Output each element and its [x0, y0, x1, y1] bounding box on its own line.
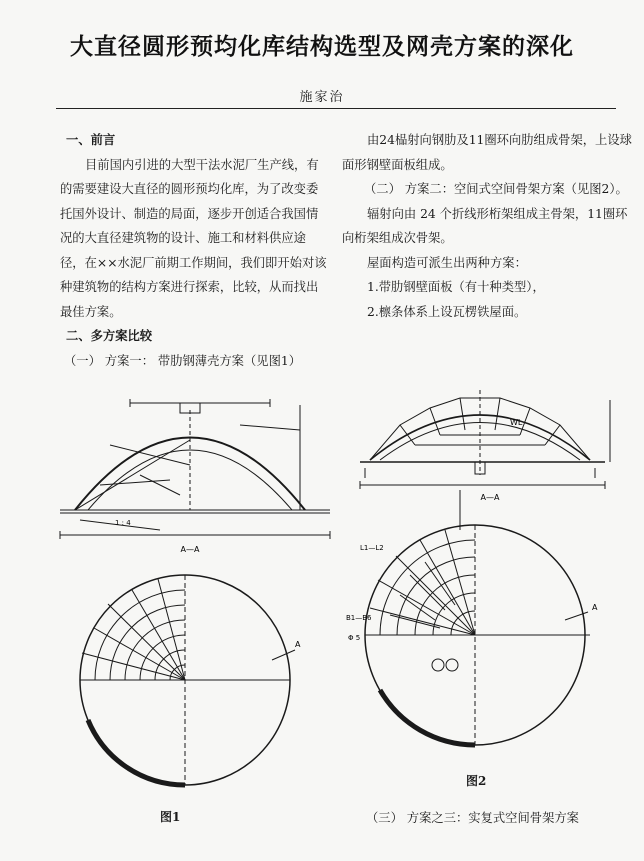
section-heading-intro: 一、前言 [66, 132, 116, 147]
fig1-section-label: A—A [180, 545, 200, 554]
scheme1-continued: 由24榀射向钢肋及11圈环向肋组成骨架，上设球面形钢壁面板组成。 [342, 133, 632, 172]
figure-2-caption: 图2 [466, 774, 487, 788]
fig1-axis-label: A [295, 640, 301, 649]
scheme2-roof-intro: 屋面构造可派生出两种方案： [367, 255, 527, 270]
scheme2-roof-option-1: 1.带肋钢壁面板（有十种类型）， [367, 280, 545, 294]
scheme2-roof-option-2: 2.檩条体系上设瓦楞铁屋面。 [367, 304, 527, 319]
scheme2-heading: （二） 方案二：空间式空间骨架方案（见图2）。 [364, 182, 628, 196]
fig2-annotation-plan: L1—L2 [360, 544, 384, 552]
title-rule [56, 108, 616, 109]
scheme2-paragraph: 辐射向由 24 个折线形桁架组成主骨架，11圈环向桁架组成次骨架。 [342, 206, 628, 245]
fig1-dim-label: 1 : 4 [115, 519, 131, 527]
fig2-dim-label: Φ 5 [348, 634, 361, 642]
figure-1-drawing [40, 385, 350, 805]
fig2-annotation-b: B1—B6 [346, 614, 372, 622]
right-column-text [342, 128, 632, 324]
fig2-axis-label: A [592, 603, 598, 612]
scheme1-heading: （一） 方案一： 带肋钢薄壳方案（见图1） [64, 353, 301, 368]
left-column-text [60, 128, 330, 373]
intro-paragraph: 目前国内引进的大型干法水泥厂生产线，有的需要建设大直径的圆形预均化库，为了改变委托国外设计、制造的局面，逐步开创适合我国情况的大直径建筑物的设计、施工和材料供应途径，在××水泥厂前期工作期间，我们即开始对该种建筑物的结构方案进行探索，比较，从而找出最佳方案。 [60, 157, 327, 319]
article-title: 大直径圆形预均化库结构选型及网壳方案的深化 [70, 34, 574, 60]
fig2-section-label: A—A [480, 493, 500, 502]
figure-2-drawing [340, 380, 640, 780]
figure-1-caption: 图1 [160, 810, 181, 824]
author-name: 施家治 [299, 90, 345, 105]
scheme3-heading: （三） 方案之三：实复式空间骨架方案 [366, 811, 579, 825]
section-heading-comparison: 二、多方案比较 [66, 328, 153, 343]
fig2-annotation-top: WL [510, 418, 523, 427]
